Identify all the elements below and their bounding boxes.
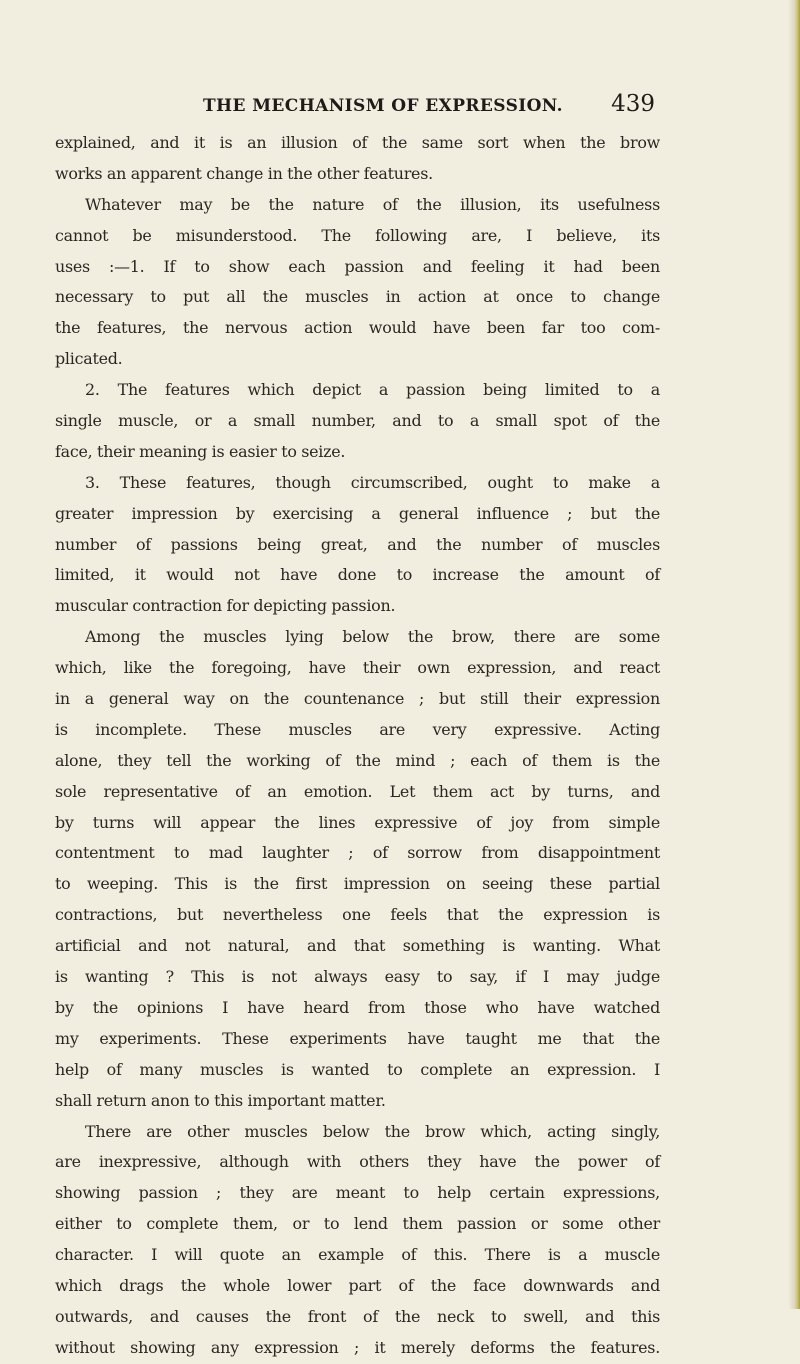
text-line: alone, they tell the working of the mind ; each of them is the [55, 750, 660, 770]
text-line: which, like the foregoing, have their own expression, and react [55, 658, 660, 678]
page-edge [788, 0, 800, 1309]
text-line: showing passion ; they are meant to help certain expressions, [55, 1183, 660, 1203]
text-line: are inexpressive, although with others they have the power of [55, 1152, 660, 1172]
text-line: artificial and not natural, and that something is wanting. What [55, 936, 660, 956]
text-line: my experiments. These experiments have taught me that the [55, 1028, 660, 1048]
text-line: shall return anon to this important matter. [55, 1090, 386, 1110]
text-line: contentment to mad laughter ; of sorrow from disappointment [55, 843, 660, 863]
text-line: necessary to put all the muscles in action at once to change [55, 287, 660, 307]
text-line: number of passions being great, and the number of muscles [55, 534, 660, 554]
text-line: contractions, but nevertheless one feels that the expression is [55, 905, 660, 925]
text-line: is incomplete. These muscles are very expressive. Acting [55, 719, 660, 739]
text-line: by the opinions I have heard from those who have watched [55, 997, 660, 1017]
text-line: There are other muscles below the brow which, acting singly, [85, 1121, 660, 1141]
text-line: single muscle, or a small number, and to a small spot of the [55, 411, 660, 431]
text-line: in a general way on the countenance ; but still their expression [55, 689, 660, 709]
text-line: uses :—1. If to show each passion and feeling it had been [55, 256, 660, 276]
page-number: 439 [611, 91, 655, 117]
text-line: sole representative of an emotion. Let them act by turns, and [55, 781, 660, 801]
text-line: works an apparent change in the other features. [55, 163, 433, 183]
text-line: is wanting ? This is not always easy to say, if I may judge [55, 967, 660, 987]
text-line: plicated. [55, 349, 123, 369]
text-line: face, their meaning is easier to seize. [55, 441, 346, 461]
text-line: which drags the whole lower part of the face downwards and [55, 1275, 660, 1295]
text-line: Among the muscles lying below the brow, there are some [85, 627, 660, 647]
text-line: explained, and it is an illusion of the same sort when the brow [55, 133, 660, 152]
text-line: help of many muscles is wanted to complete an expression. I [55, 1059, 660, 1079]
text-line: limited, it would not have done to increase the amount of [55, 565, 660, 585]
text-line: 3. These features, though circumscribed, ought to make a [85, 472, 660, 492]
body-text [55, 128, 660, 1364]
text-line: to weeping. This is the first impression on seeing these partial [55, 874, 660, 894]
text-line: 2. The features which depict a passion being limited to a [85, 380, 660, 400]
running-head: THE MECHANISM OF EXPRESSION. [203, 96, 563, 116]
text-line: outwards, and causes the front of the neck to swell, and this [55, 1306, 660, 1326]
text-line: without showing any expression ; it merely deforms the features. [55, 1337, 660, 1357]
text-line: muscular contraction for depicting passion. [55, 596, 396, 616]
text-line: the features, the nervous action would have been far too com- [55, 318, 660, 338]
text-line: Whatever may be the nature of the illusion, its usefulness [85, 194, 660, 214]
text-line: by turns will appear the lines expressive of joy from simple [55, 812, 660, 832]
text-line: greater impression by exercising a general influence ; but the [55, 503, 660, 523]
text-line: cannot be misunderstood. The following are, I believe, its [55, 225, 660, 245]
text-line: character. I will quote an example of this. There is a muscle [55, 1245, 660, 1265]
page-header [55, 91, 655, 124]
text-line: either to complete them, or to lend them passion or some other [55, 1214, 660, 1234]
